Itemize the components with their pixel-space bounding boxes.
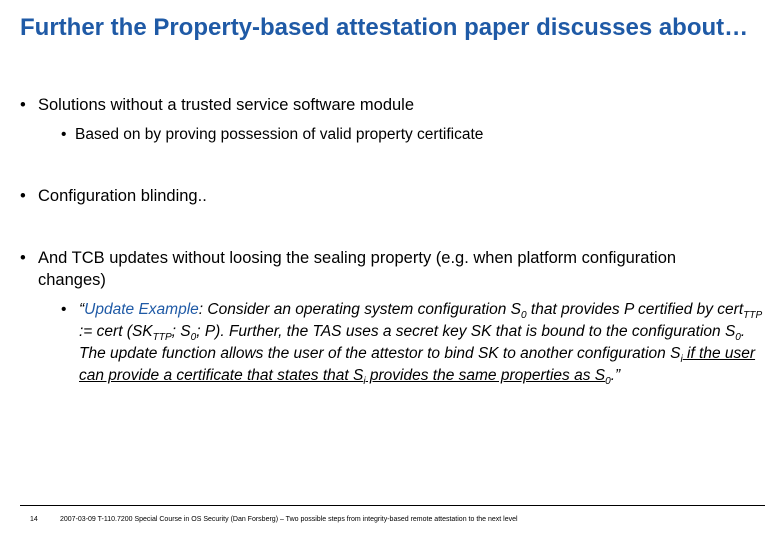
bullet-solutions	[20, 94, 760, 116]
sub-bullet-update-example	[61, 299, 766, 387]
bullet-text: And TCB updates without loosing the sealing property (e.g. when platform configuration changes)	[38, 249, 677, 289]
bullet-configuration-blinding	[20, 185, 760, 207]
sub-bullet-certificate	[61, 124, 761, 145]
bullet-marker: •	[20, 249, 26, 267]
update-example-label: Update Example	[84, 301, 199, 318]
bullet-marker: •	[61, 301, 67, 318]
sub-bullet-text: Based on by proving possession of valid property certificate	[75, 126, 484, 143]
slide-title: Further the Property-based attestation paper discusses about…	[20, 14, 749, 41]
footer-text: 2007-03-09 T-110.7200 Special Course in OS Security (Dan Forsberg) – Two possible steps from integrity-based remote attestation to the next level	[60, 516, 518, 523]
bullet-text: Configuration blinding..	[38, 187, 207, 205]
footer-divider	[20, 505, 765, 506]
update-example-text: “Update Example: Consider an operating system configuration $S_0$ that provides P certified by cert$_{TTP}$ := cert ($SK_{TTP}$; $S_0$; P). Further, the TAS uses a secret key SK that is bound to the configuration $S_0$. The update function allows the user of the attestor to bind SK to another configuration $S_i$ if the user can provide a certificate that states that $S_i$ provides the same properties as $S_0$.”	[79, 301, 763, 388]
page-number: 14	[30, 516, 38, 523]
bullet-text: Solutions without a trusted service software module	[38, 96, 415, 114]
bullet-tcb-updates	[20, 247, 740, 291]
underlined-condition: if the user can provide a certificate that states that $S_i$ provides the same properties as $S_0$	[79, 345, 756, 388]
bullet-marker: •	[61, 126, 67, 143]
bullet-marker: •	[20, 96, 26, 114]
bullet-marker: •	[20, 187, 26, 205]
